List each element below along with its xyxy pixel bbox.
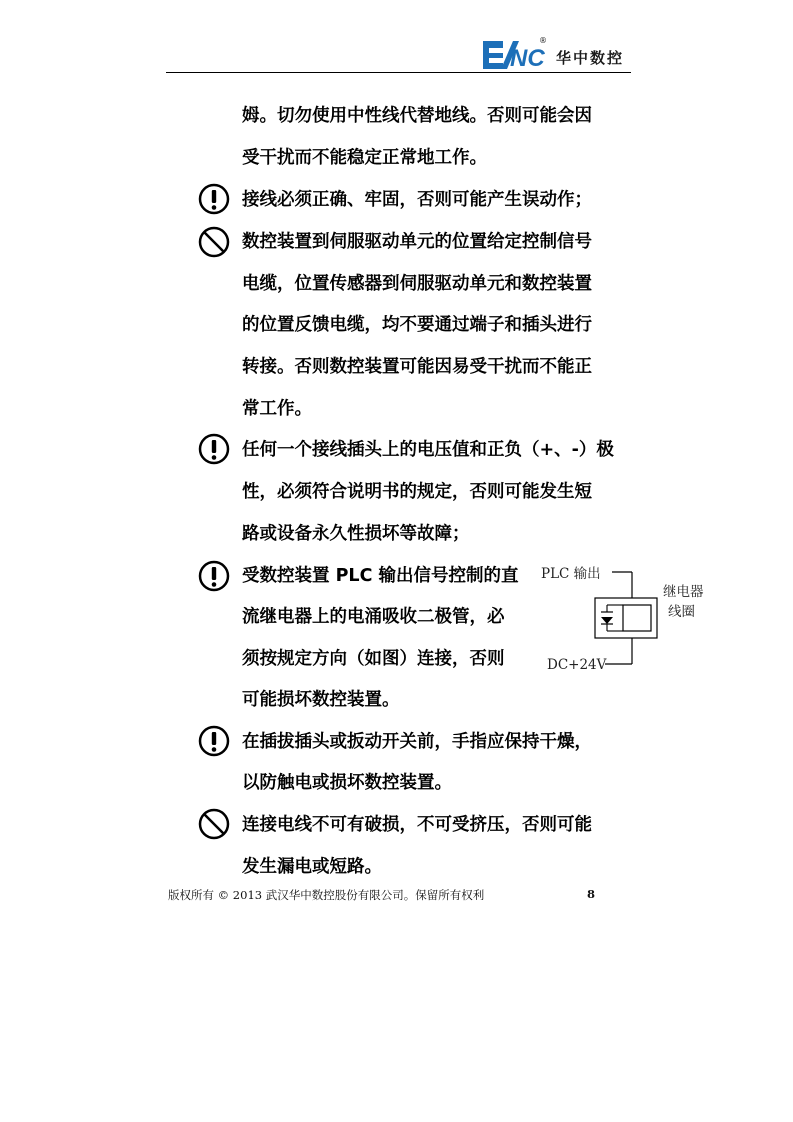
text-line: 数控装置到伺服驱动单元的位置给定控制信号 (242, 232, 592, 252)
relay-label: 继电器 (663, 584, 704, 600)
text-line: 连接电线不可有破损，不可受挤压，否则可能 (242, 815, 592, 835)
company-logo (483, 36, 633, 71)
warning-icon (198, 433, 230, 465)
plc-output-label: PLC 输出 (541, 566, 601, 582)
text-line: 在插拔插头或扳动开关前，手指应保持干燥， (242, 732, 592, 752)
text-line: 发生漏电或短路。 (242, 857, 382, 877)
warning-icon (198, 183, 230, 215)
text-line: 须按规定方向（如图）连接，否则 (242, 649, 505, 669)
dc24v-label: DC+24V (547, 657, 607, 673)
coil-label: 线圈 (668, 604, 695, 620)
page-number: 8 (587, 887, 596, 901)
logo-text: 华中数控 (556, 49, 625, 67)
text-line: 常工作。 (242, 399, 312, 419)
text-line: 转接。否则数控装置可能因易受干扰而不能正 (242, 357, 592, 377)
hnc-logo-mark (483, 39, 545, 71)
text-line: 以防触电或损坏数控装置。 (242, 773, 452, 793)
warning-icon (198, 560, 230, 592)
text-line: 任何一个接线插头上的电压值和正负（+、-）极 (242, 440, 614, 460)
text-line: 电缆，位置传感器到伺服驱动单元和数控装置 (242, 274, 592, 294)
relay-diode-diagram (535, 558, 715, 678)
text-line: 的位置反馈电缆，均不要通过端子和插头进行 (242, 315, 592, 335)
registered-mark: ® (539, 36, 547, 45)
header-rule (166, 72, 631, 73)
text-line: 可能损坏数控装置。 (242, 690, 400, 710)
text-line: 受干扰而不能稳定正常地工作。 (242, 148, 487, 168)
text-line: 受数控装置 PLC 输出信号控制的直 (242, 566, 519, 586)
prohibited-icon (198, 226, 230, 258)
text-line: 接线必须正确、牢固，否则可能产生误动作； (242, 190, 592, 210)
warning-icon (198, 725, 230, 757)
copyright-text: 版权所有 © 2013 武汉华中数控股份有限公司。保留所有权利 (168, 888, 485, 902)
text-line: 路或设备永久性损坏等故障； (242, 524, 470, 544)
svg-text:NC: NC (510, 45, 545, 71)
prohibited-icon (198, 808, 230, 840)
text-line: 性，必须符合说明书的规定，否则可能发生短 (242, 482, 592, 502)
text-line: 流继电器上的电涌吸收二极管，必 (242, 607, 505, 627)
text-line: 姆。切勿使用中性线代替地线。否则可能会因 (242, 106, 592, 126)
